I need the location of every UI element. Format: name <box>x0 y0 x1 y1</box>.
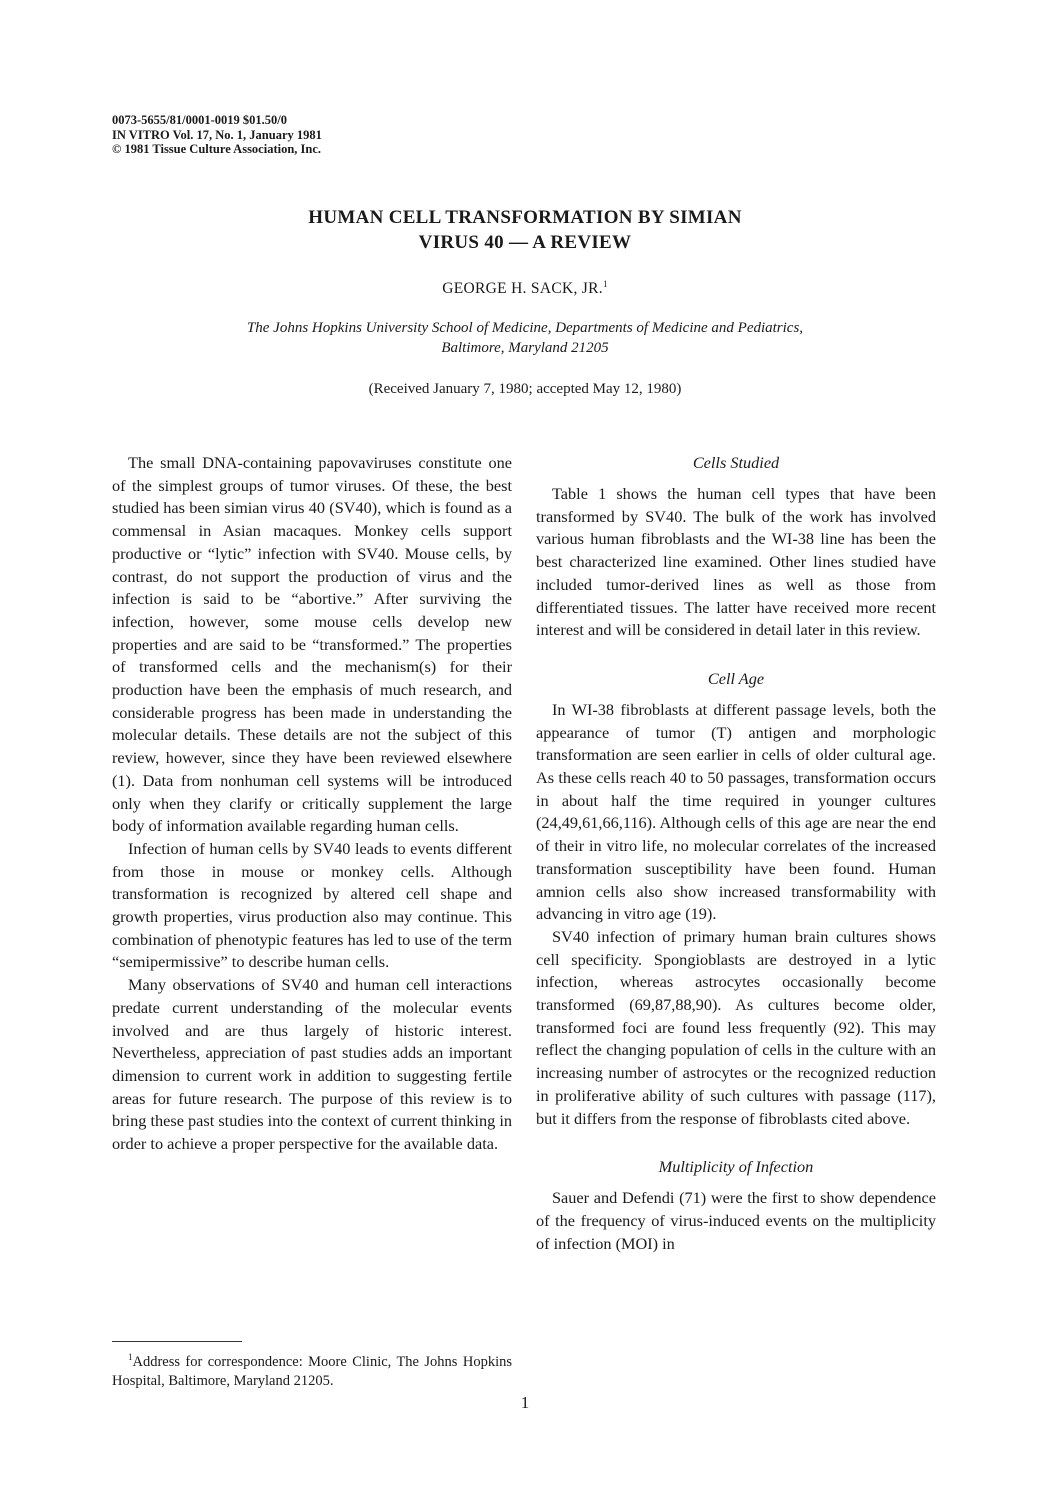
right-column <box>536 452 936 1255</box>
copyright-notice: © 1981 Tissue Culture Association, Inc. <box>112 142 322 156</box>
section-heading-cells-studied: Cells Studied <box>692 453 780 472</box>
affiliation-line-1: The Johns Hopkins University School of Medicine, Departments of Medicine and Pediatrics, <box>246 320 804 336</box>
body-paragraph: In WI-38 fibroblasts at different passage levels, both the appearance of tumor (T) antigen and morphologic transformation are seen earlier in cells of older cultural age. As these cells reach 40 to 50 passages, transformation occurs in about half the time required in younger cultures (24,49,61,66,116). Although cells of this age are near the end of their in vitro life, no molecular correlates of the increased transformation susceptibility have been found. Human amnion cells also show increased transformability with advancing in vitro age (19). <box>536 699 936 924</box>
body-paragraph: SV40 infection of primary human brain cultures shows cell specificity. Spongioblasts are destroyed in a lytic infection, whereas astrocytes occasionally become transformed (69,87,88,90). As cultures become older, transformed foci are found less frequently (92). This may reflect the changing population of cells in the culture with an increasing number of astrocytes or the recognized reduction in proliferative ability of such cultures with passage (117), but it differs from the response of fibroblasts cited above. <box>536 926 936 1128</box>
body-paragraph: Sauer and Defendi (71) were the first to show dependence of the frequency of virus-induced events on the multiplicity of infection (MOI) in <box>536 1188 936 1253</box>
body-paragraph: The small DNA-containing papovaviruses constitute one of the simplest groups of tumor viruses. Of these, the best studied has been simian virus 40 (SV40), which is found as a commensal in Asian macaques. Monkey cells support productive or “lytic” infection with SV40. Mouse cells, by contrast, do not support the production of virus and the infection is said to be “abortive.” After surviving the infection, however, some mouse cells develop new properties and are said to be “transformed.” The properties of transformed cells and the mechanism(s) for their production have been the emphasis of much research, and considerable progress has been made in understanding the molecular details. These details are not the subject of this review, however, since they have been reviewed elsewhere (1). Data from nonhuman cell systems will be introduced only when they clarify or critically supplement the large body of information available regarding human cells. <box>112 453 512 836</box>
section-heading-multiplicity: Multiplicity of Infection <box>658 1157 814 1177</box>
article-title <box>0 205 1050 255</box>
author-line <box>0 279 1050 298</box>
received-dates: (Received January 7, 1980; accepted May 12, 1980) <box>368 381 682 397</box>
journal-code: 0073-5655/81/0001-0019 $01.50/0 <box>112 113 287 127</box>
section-heading-cell-age: Cell Age <box>707 668 765 688</box>
article-title-line-1: HUMAN CELL TRANSFORMATION BY SIMIAN <box>308 207 742 228</box>
left-column <box>112 452 512 1156</box>
journal-metadata <box>112 113 322 157</box>
footnote-text: Address for correspondence: Moore Clinic, The Johns Hopkins Hospital, Baltimore, Maryland 21205. <box>112 1353 512 1389</box>
affiliation <box>0 318 1050 358</box>
footnote-mark: 1 <box>128 1352 133 1362</box>
page-number: 1 <box>520 1393 530 1412</box>
author-name: GEORGE H. SACK, JR. <box>442 280 603 298</box>
body-paragraph: Infection of human cells by SV40 leads to events different from those in mouse or monkey cells. Although transformation is recognized by altered cell shape and growth properties, virus production also may continue. This combination of phenotypic features has led to use of the term “semipermissive” to describe human cells. <box>112 838 512 972</box>
body-paragraph: Many observations of SV40 and human cell interactions predate current understanding of the molecular events involved and are thus largely of historic interest. Nevertheless, appreciation of past studies adds an important dimension to current work in addition to suggesting fertile areas for future research. The purpose of this review is to bring these past studies into the context of current thinking in order to achieve a proper perspective for the available data. <box>112 975 512 1154</box>
article-title-line-2: VIRUS 40 — A REVIEW <box>418 232 632 253</box>
footnote <box>112 1348 512 1391</box>
author-footnote-mark: 1 <box>602 279 608 289</box>
journal-issue: IN VITRO Vol. 17, No. 1, January 1981 <box>112 127 322 142</box>
affiliation-line-2: Baltimore, Maryland 21205 <box>441 340 609 356</box>
footnote-divider <box>112 1341 242 1342</box>
body-paragraph: Table 1 shows the human cell types that have been transformed by SV40. The bulk of the work has involved various human fibroblasts and the WI-38 line has been the best characterized line examined. Other lines studied have included tumor-derived lines as well as those from differentiated tissues. The latter have received more recent interest and will be considered in detail later in this review. <box>536 484 936 640</box>
